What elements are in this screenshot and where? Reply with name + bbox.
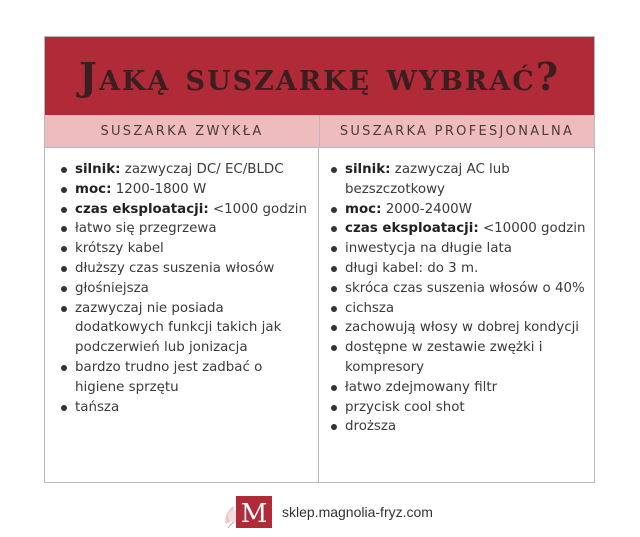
list-item: [59, 259, 310, 279]
item-text: cichsza: [345, 300, 395, 316]
list-item: [329, 299, 586, 319]
item-text: dostępne w zestawie zwężki i kompresory: [345, 340, 543, 375]
item-text: długi kabel: do 3 m.: [345, 260, 479, 276]
item-text: 1200-1800 W: [111, 181, 207, 197]
list-item: [59, 358, 310, 398]
feature-list-professional: [329, 160, 586, 437]
footer: [222, 494, 433, 530]
item-text: przycisk cool shot: [345, 399, 465, 415]
list-item: [329, 259, 586, 279]
item-label: moc:: [75, 181, 112, 197]
page-title: Jaką suszarkę wybrać?: [78, 53, 561, 99]
item-label: silnik:: [345, 162, 391, 177]
item-text: zazwyczaj DC/ EC/BLDC: [120, 162, 284, 177]
list-item: [329, 200, 586, 220]
list-item: [329, 318, 586, 338]
item-text: bardzo trudno jest zadbać o higiene sprzętu: [75, 359, 263, 395]
list-item: [329, 160, 586, 200]
item-label: czas eksploatacji:: [75, 201, 209, 217]
item-text: dłuższy czas suszenia włosów: [75, 260, 275, 276]
item-text: zachowują włosy w dobrej kondycji: [345, 320, 580, 336]
column-regular: [45, 148, 319, 482]
item-text: inwestycja na długie lata: [345, 241, 512, 257]
column-header-regular: SUSZARKA ZWYKŁA: [45, 115, 320, 147]
list-item: [329, 398, 586, 418]
comparison-card: [44, 36, 595, 483]
list-item: [329, 338, 586, 378]
item-label: silnik:: [75, 162, 121, 177]
website-link[interactable]: sklep.magnolia-fryz.com: [282, 504, 433, 520]
list-item: [329, 279, 586, 299]
list-item: [59, 180, 310, 200]
magnolia-m-logo-icon: [222, 494, 274, 530]
title-bar: [45, 37, 594, 115]
item-text: zazwyczaj AC lub bezszczotkowy: [345, 162, 510, 197]
list-item: [59, 200, 310, 220]
item-text: łatwo zdejmowany filtr: [345, 379, 498, 395]
list-item: [329, 378, 586, 398]
list-item: [59, 160, 310, 180]
item-text: <1000 godzin: [208, 201, 307, 217]
item-label: moc:: [345, 201, 382, 217]
column-header-professional: SUSZARKA PROFESJONALNA: [339, 123, 575, 139]
item-text: łatwo się przegrzewa: [75, 221, 217, 237]
column-professional: [319, 148, 594, 482]
list-item: [329, 219, 586, 239]
list-item: [329, 417, 586, 437]
item-text: zazwyczaj nie posiada dodatkowych funkcji takich jak podczerwień lub jonizacja: [75, 300, 282, 356]
item-text: 2000-2400W: [381, 201, 472, 217]
item-text: głośniejsza: [75, 280, 149, 296]
list-item: [59, 299, 310, 358]
item-text: skróca czas suszenia włosów o 40%: [345, 280, 585, 296]
item-text: tańsza: [75, 399, 120, 415]
feature-list-regular: [59, 160, 310, 417]
column-header-row: [45, 115, 594, 147]
item-text: <10000 godzin: [478, 221, 586, 237]
comparison-body: [45, 147, 594, 482]
list-item: [59, 398, 310, 418]
item-text: droższa: [345, 419, 397, 435]
svg-text:M: M: [240, 499, 268, 529]
list-item: [329, 239, 586, 259]
item-text: krótszy kabel: [75, 241, 164, 257]
item-label: czas eksploatacji:: [345, 221, 479, 237]
list-item: [59, 279, 310, 299]
list-item: [59, 239, 310, 259]
list-item: [59, 219, 310, 239]
